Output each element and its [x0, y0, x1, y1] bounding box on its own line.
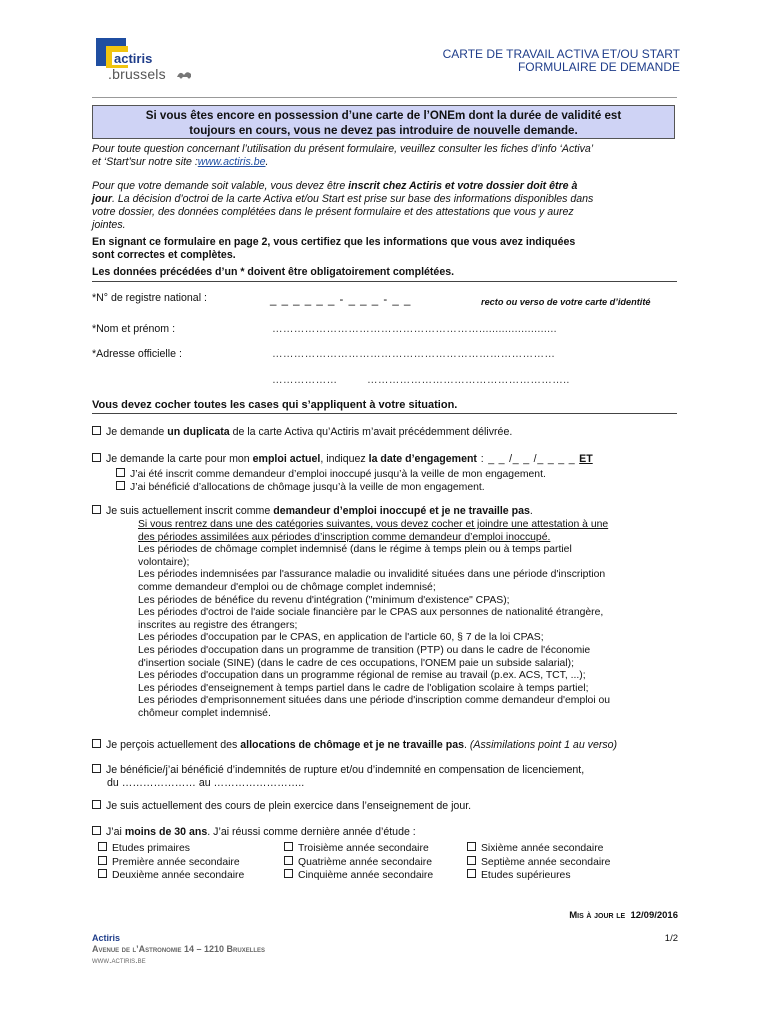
etude-checkbox[interactable]: [98, 869, 107, 878]
age-text-bold: moins de 30 ans: [124, 826, 208, 838]
etude-label: Quatrième année secondaire: [298, 856, 433, 868]
registre-hint: recto ou verso de votre carte d’identité: [481, 297, 651, 307]
update-date: [569, 910, 678, 921]
option-indemnites: [92, 764, 584, 790]
section-title: Vous devez cocher toutes les cases qui s’appliquent à votre situation.: [92, 399, 458, 411]
etude-checkbox[interactable]: [284, 869, 293, 878]
duplicata-checkbox[interactable]: [92, 426, 101, 435]
section-divider-2: [92, 413, 677, 414]
notice-line1: Si vous êtes encore en possession d’une carte de l’ONEm dont la durée de validité est: [145, 109, 622, 122]
intro-p1-line2: et ‘Start’sur notre site :: [92, 156, 198, 168]
emploi-checkbox[interactable]: [92, 453, 101, 462]
alloc-text-italic: (Assimilations point 1 au verso): [469, 739, 618, 751]
period-item: volontaire);: [138, 556, 190, 568]
emploi-text-bold: emploi actuel: [252, 453, 321, 465]
registre-label: *N° de registre national :: [92, 292, 207, 304]
etude-checkbox[interactable]: [467, 856, 476, 865]
emploi-date-label: la date d’engagement: [368, 453, 477, 465]
period-item: inscrites au registre des étrangers;: [138, 619, 298, 631]
etude-label: Deuxième année secondaire: [112, 870, 245, 882]
duplicata-text-post: de la carte Activa qu’Actiris m’avait précédemment délivrée.: [229, 426, 513, 438]
allocations-checkbox[interactable]: [92, 739, 101, 748]
period-item: Les périodes d'occupation dans un programme de transition (PTP) ou dans le cadre de l'économie: [138, 644, 591, 656]
inscrit-text-post: .: [529, 505, 533, 517]
footer-address-block: [92, 933, 265, 966]
etude-checkbox[interactable]: [98, 842, 107, 851]
cours-checkbox[interactable]: [92, 800, 101, 809]
period-item: Les périodes d'emprisonnement situées dans une période d'inscription comme demandeur d'emploi ou: [138, 695, 611, 707]
indemnites-checkbox[interactable]: [92, 764, 101, 773]
logo-actiris-text: actiris: [114, 51, 153, 66]
intro-p2-rest1: . La décision d’octroi de la carte Activa et/ou Start est prise sur base des informations disponibles dans: [112, 193, 594, 205]
etudes-column-2: [284, 842, 433, 883]
etude-checkbox[interactable]: [284, 856, 293, 865]
etudes-column-3: [467, 842, 610, 883]
logo-brussels-text: .brussels: [108, 66, 166, 82]
inscrit-text-bold: demandeur d’emploi inoccupé et je ne travaille pas: [273, 505, 530, 517]
adresse-input-line1[interactable]: ……………………………………………………………………: [272, 348, 556, 360]
footer-website: www.actiris.be: [92, 955, 146, 965]
period-item: Les périodes d'occupation par le CPAS, en application de l'article 60, § 7 de la loi CPAS;: [138, 632, 544, 644]
intro-p3-line2: sont correctes et complètes.: [92, 249, 236, 261]
age-text-post: . J’ai réussi comme dernière année d’étude :: [207, 826, 416, 838]
adresse-postal-input[interactable]: ………………: [272, 374, 338, 386]
period-item: Les périodes de chômage complet indemnisé (dans le régime à temps plein ou à temps partiel: [138, 544, 572, 556]
intro-paragraph-3: [92, 236, 677, 262]
emploi-text-mid: , indiquez: [320, 453, 369, 465]
indem-text-line1: Je bénéficie/j’ai bénéficié d’indemnités de rupture et/ou d’indemnité en compensation de licenciement,: [106, 764, 585, 776]
etude-label: Troisième année secondaire: [298, 843, 429, 854]
form-title-line1: CARTE DE TRAVAIL ACTIVA ET/OU START: [442, 47, 680, 61]
emploi-sub1-text: J’ai été inscrit comme demandeur d’emploi inoccupé jusqu’à la veille de mon engagement.: [130, 469, 546, 480]
period-item: d'insertion sociale (SINE) (dans le cadre de ces occupations, l'ONEM paie un subside salarial);: [138, 657, 574, 669]
etude-label: Etudes primaires: [112, 843, 190, 854]
periods-instruction-line1: Si vous rentrez dans une des catégories suivantes, vous devez cocher et joindre une attestation à une: [138, 519, 609, 530]
header-divider: [92, 97, 677, 98]
etude-label: Cinquième année secondaire: [298, 870, 434, 882]
registre-input[interactable]: _ _ _ _ _ _ - _ _ _ - _ _: [270, 294, 412, 306]
period-item: chômeur complet indemnisé.: [138, 707, 271, 719]
option-cours: [92, 800, 471, 812]
emploi-sub1-checkbox[interactable]: [116, 468, 125, 477]
alloc-text-pre: Je perçois actuellement des: [106, 739, 241, 751]
duplicata-text-pre: Je demande: [106, 426, 168, 438]
intro-p2-bold2: jour: [92, 193, 113, 205]
emploi-et: ET: [579, 453, 593, 465]
adresse-label: *Adresse officielle :: [92, 348, 182, 360]
form-title: [443, 48, 680, 74]
footer-org: Actiris: [92, 933, 121, 943]
alloc-text-bold: allocations de chômage et je ne travaille pas: [240, 739, 464, 751]
update-label: Mis à jour le: [569, 910, 626, 921]
intro-p2-rest2: votre dossier, des données complétées dans le présent formulaire et des attestations que vous y aurez: [92, 206, 574, 218]
option-duplicata: [92, 426, 512, 438]
intro-p1-end: .: [265, 156, 269, 168]
option-inscrit: [92, 505, 533, 517]
etude-label: Sixième année secondaire: [481, 843, 604, 854]
age-checkbox[interactable]: [92, 826, 101, 835]
intro-p2-rest3: jointes.: [92, 219, 126, 231]
period-item: Les périodes d'octroi de l'aide sociale financière par le CPAS aux personnes de nationalité étrangère,: [138, 607, 604, 619]
period-item: comme demandeur d'emploi ou de chômage complet indemnisé;: [138, 581, 436, 593]
duplicata-text-bold: un duplicata: [167, 426, 230, 438]
nom-input[interactable]: …………………………………………………........................: [272, 323, 557, 335]
intro-p2-bold: inscrit chez Actiris et votre dossier doit être à: [348, 180, 578, 192]
intro-p3-line1: En signant ce formulaire en page 2, vous certifiez que les informations que vous avez indiquées: [92, 236, 576, 248]
mandatory-note: Les données précédées d’un * doivent être obligatoirement complétées.: [92, 266, 455, 278]
brussels-iris-icon: [176, 69, 194, 79]
emploi-text-pre: Je demande la carte pour mon: [106, 453, 253, 465]
emploi-sub2-checkbox[interactable]: [116, 481, 125, 490]
inscrit-checkbox[interactable]: [92, 505, 101, 514]
cours-text: Je suis actuellement des cours de plein exercice dans l’enseignement de jour.: [106, 800, 472, 812]
emploi-sub2-text: J’ai bénéficié d’allocations de chômage jusqu’à la veille de mon engagement.: [130, 482, 485, 493]
notice-line2: toujours en cours, vous ne devez pas introduire de nouvelle demande.: [189, 124, 578, 137]
update-value: 12/09/2016: [630, 910, 678, 921]
section-divider-1: [92, 281, 677, 282]
period-item: Les périodes d'occupation dans un programme régional de remise au travail (p.ex. ACS, TCT, ...);: [138, 670, 586, 682]
indem-date-range-input[interactable]: du ………………… au ……………………..: [107, 777, 305, 789]
option-age: [92, 826, 416, 838]
intro-p2-start: Pour que votre demande soit valable, vous devez être: [92, 180, 349, 192]
etude-checkbox[interactable]: [467, 869, 476, 878]
intro-paragraph-1: [92, 143, 677, 169]
period-item: Les périodes de bénéfice du revenu d'intégration ("minimum d'existence" CPAS);: [138, 594, 510, 606]
notice-box: [92, 105, 675, 139]
etude-checkbox[interactable]: [284, 842, 293, 851]
etude-label: Etudes supérieures: [481, 870, 571, 882]
option-allocations: [92, 739, 617, 751]
form-title-line2: FORMULAIRE DE DEMANDE: [517, 60, 680, 74]
inscrit-text-pre: Je suis actuellement inscrit comme: [106, 505, 274, 517]
emploi-date-input[interactable]: : _ _ /_ _ /_ _ _ _: [476, 453, 580, 465]
etude-checkbox[interactable]: [467, 842, 476, 851]
nom-label: *Nom et prénom :: [92, 323, 176, 335]
etude-label: Première année secondaire: [112, 856, 240, 868]
etude-checkbox[interactable]: [98, 856, 107, 865]
emploi-sub-option-1: [116, 468, 546, 482]
option-emploi-actuel: [92, 453, 593, 465]
period-item: Les périodes d'enseignement à temps partiel dans le cadre de l'obligation scolaire à temps partiel;: [138, 682, 589, 694]
period-item: Les périodes indemnisées par l'assurance maladie ou invalidité situées dans une période d'inscription: [138, 569, 606, 581]
footer-address: Avenue de l’Astronomie 14 – 1210 Bruxelles: [92, 944, 266, 954]
age-text-pre: J’ai: [106, 826, 125, 838]
alloc-text-post: .: [464, 739, 470, 751]
emploi-sub-option-2: [116, 481, 485, 495]
etude-label: Septième année secondaire: [481, 856, 611, 868]
adresse-city-input[interactable]: ………………………………………………..: [367, 374, 570, 386]
page-number: 1/2: [664, 933, 678, 944]
periods-instruction-line2: des périodes assimilées aux périodes d’inscription comme demandeur d’emploi inoccupé.: [138, 531, 551, 543]
intro-paragraph-2: [92, 180, 677, 232]
etudes-column-1: [98, 842, 244, 883]
actiris-website-link[interactable]: www.actiris.be: [197, 156, 266, 168]
periods-list: [138, 519, 678, 721]
intro-p1-line1: Pour toute question concernant l’utilisation du présent formulaire, veuillez consulter les fiches d’info ‘Activa’: [92, 143, 594, 155]
